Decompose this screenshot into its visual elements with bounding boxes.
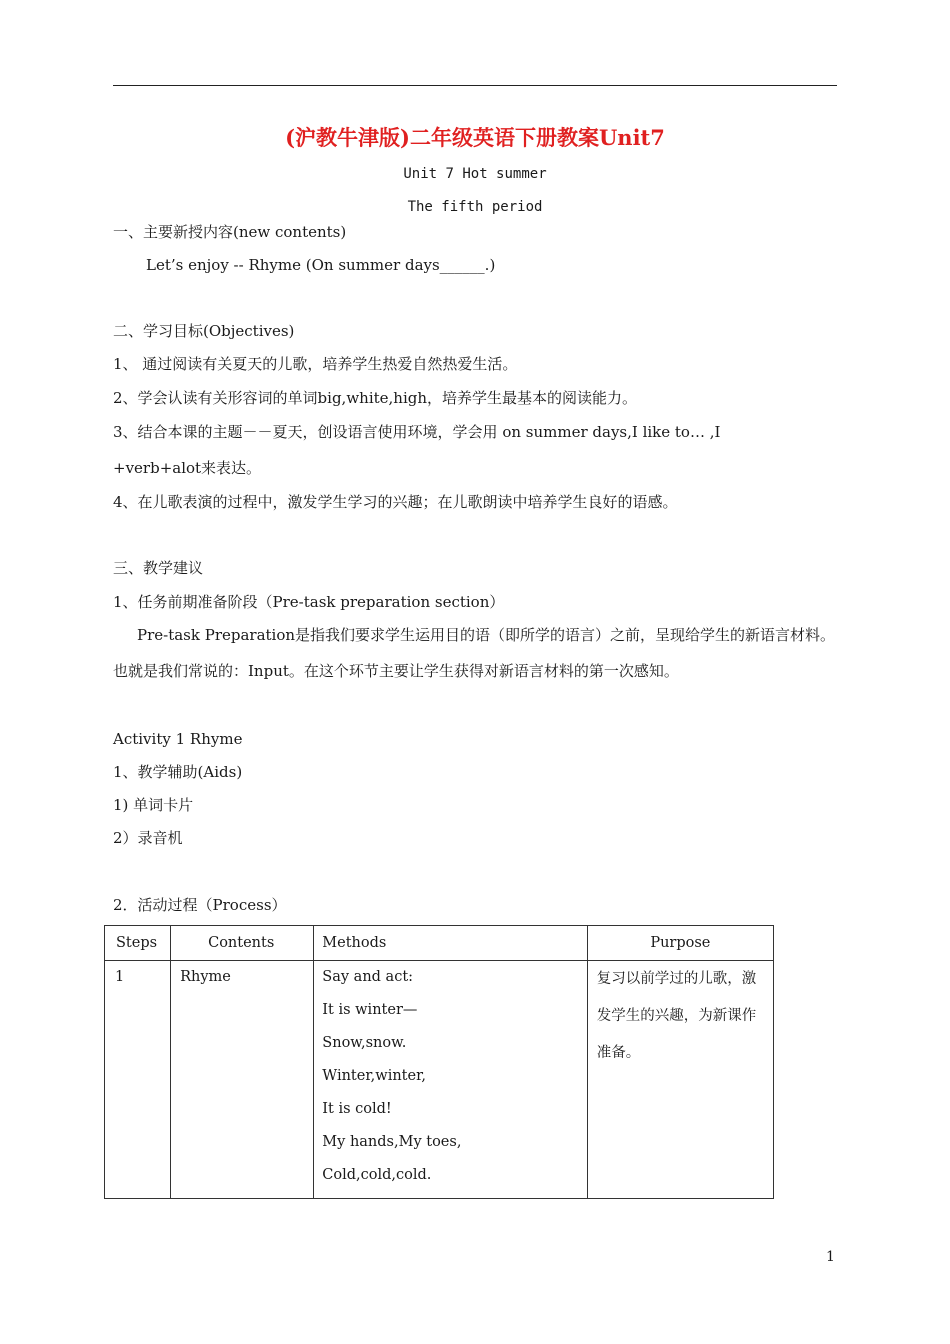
header-contents: Contents (171, 926, 314, 961)
objective-item: +verb+alot来表达。 (113, 459, 262, 477)
method-line: Snow,snow. (322, 1035, 407, 1051)
method-line: It is winter— (322, 1002, 418, 1018)
header-methods: Methods (314, 926, 587, 961)
section3-heading: 三、教学建议 (113, 559, 204, 577)
unit-subtitle: Unit 7 Hot summer (403, 166, 547, 182)
page-number: 1 (826, 1249, 835, 1265)
objective-item: 3、结合本课的主题－－夏天，创设语言使用环境，学会用 on summer days,I like to… ,I (113, 423, 721, 441)
table-header-row (105, 926, 774, 961)
section1-heading: 一、主要新授内容(new contents) (113, 223, 347, 241)
aids-heading: 1、教学辅助(Aids) (113, 763, 243, 781)
methods-cell (314, 961, 587, 1199)
section2-heading: 二、学习目标(Objectives) (113, 322, 295, 340)
document-title: (沪教牛津版)二年级英语下册教案Unit7 (285, 125, 665, 150)
aids-item: 2）录音机 (113, 829, 183, 847)
period-subtitle: The fifth period (407, 199, 543, 215)
section1-content: Let’s enjoy -- Rhyme (On summer days______.) (146, 256, 496, 274)
objective-item: 2、学会认读有关形容词的单词big,white,high，培养学生最基本的阅读能力。 (113, 389, 638, 407)
method-line: Say and act: (322, 969, 414, 985)
process-heading: 2．活动过程（Process） (113, 896, 287, 914)
process-table (104, 925, 774, 1199)
pretask-heading: 1、任务前期准备阶段（Pre-task preparation section） (113, 593, 505, 611)
method-line: It is cold! (322, 1101, 392, 1117)
header-purpose: Purpose (587, 926, 773, 961)
method-line: Winter,winter, (322, 1068, 427, 1084)
method-line: My hands,My toes, (322, 1134, 462, 1150)
pretask-paragraph: Pre-task Preparation是指我们要求学生运用目的语（即所学的语言）之前，呈现给学生的新语言材料。也就是我们常说的：Input。在这个环节主要让学生获得对新语言材料的第一次感知。 (113, 626, 836, 680)
aids-item: 1) 单词卡片 (113, 796, 194, 814)
header-rule (113, 85, 837, 86)
objective-item: 1、 通过阅读有关夏天的儿歌，培养学生热爱自然热爱生活。 (113, 355, 518, 373)
contents-cell: Rhyme (171, 961, 314, 1199)
table-row (105, 961, 774, 1199)
method-line: Cold,cold,cold. (322, 1167, 432, 1183)
objective-item: 4、在儿歌表演的过程中，激发学生学习的兴趣；在儿歌朗读中培养学生良好的语感。 (113, 493, 678, 511)
header-steps: Steps (105, 926, 171, 961)
step-cell: 1 (105, 961, 171, 1199)
purpose-cell: 复习以前学过的儿歌，激发学生的兴趣，为新课作准备。 (587, 961, 773, 1199)
activity-title: Activity 1 Rhyme (113, 730, 243, 748)
